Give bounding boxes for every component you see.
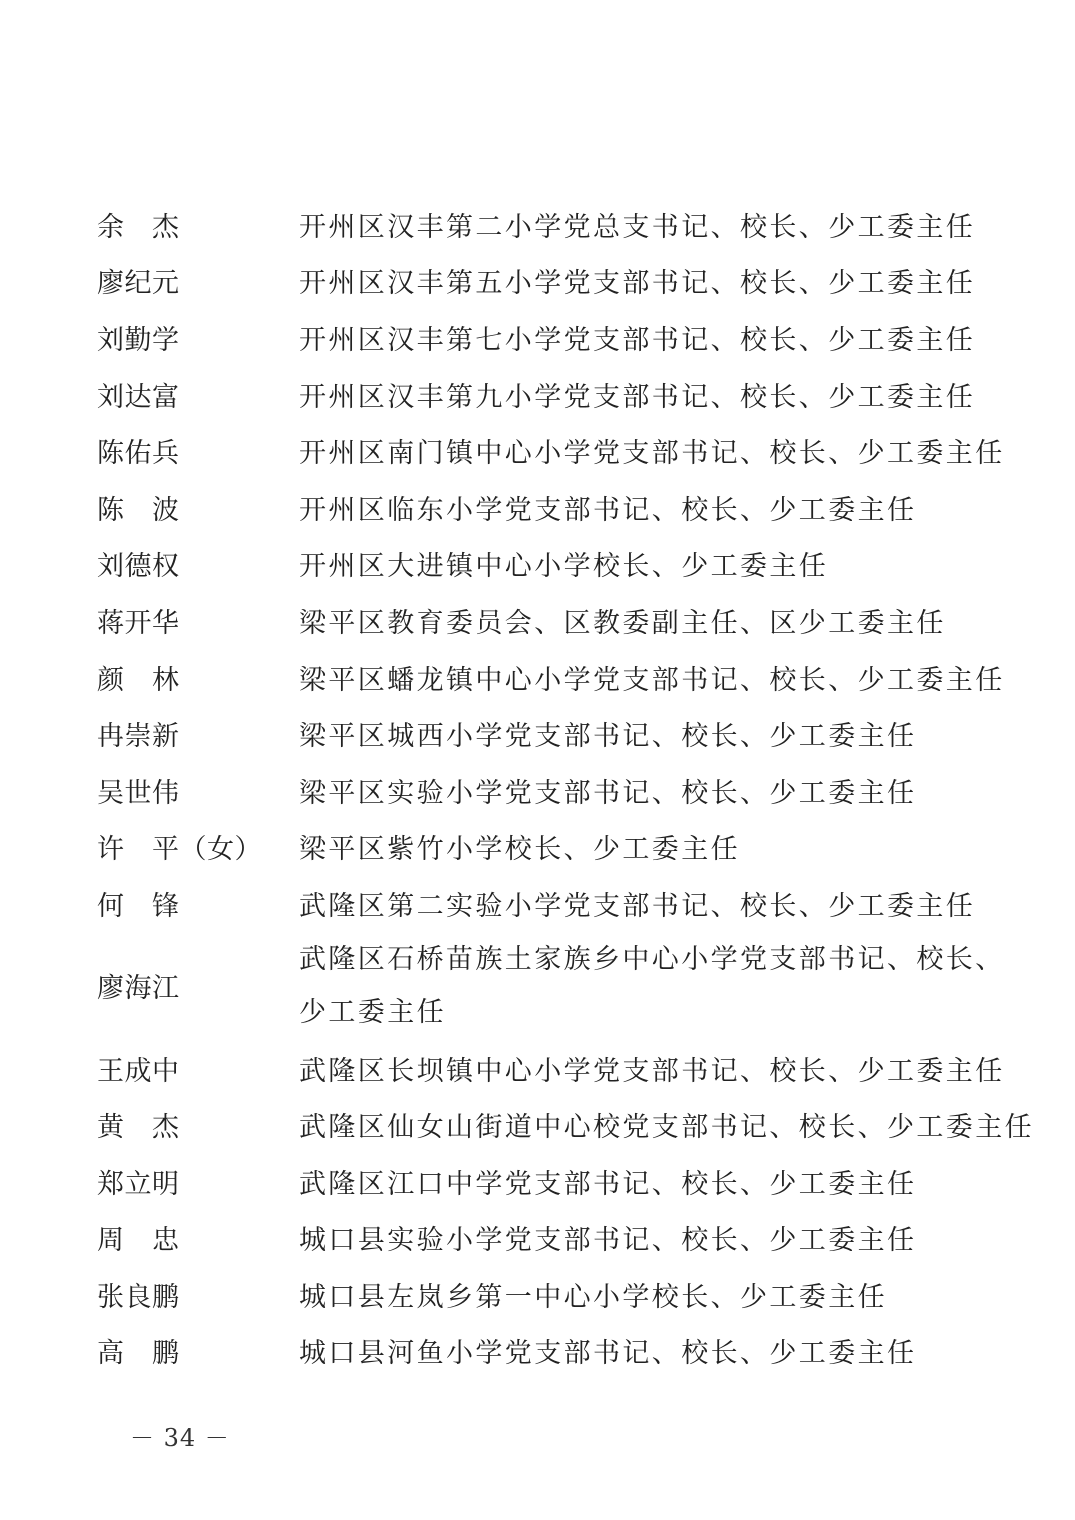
person-name: 郑立明 [97,1168,180,1200]
person-name: 王成中 [97,1055,180,1087]
list-item [97,479,997,536]
person-title: 梁平区城西小学党支部书记、校长、少工委主任 [299,721,917,753]
person-name: 廖纪元 [97,268,180,300]
list-item [97,1266,997,1323]
page-number: － 34 － [130,1424,230,1452]
person-name: 廖海江 [97,973,180,1005]
person-name: 刘勤学 [97,324,180,356]
person-name: 黄 杰 [97,1112,180,1144]
person-title: 开州区临东小学党支部书记、校长、少工委主任 [299,494,917,526]
list-item [97,1096,1034,1153]
list-item [97,932,1005,1040]
list-item [97,1323,997,1380]
person-name: 陈 波 [97,494,180,526]
person-name: 刘达富 [97,381,180,413]
person-name: 冉崇新 [97,721,180,753]
list-item [97,819,997,876]
person-title [299,933,1005,1039]
list-item [97,309,997,366]
person-name: 刘德权 [97,551,180,583]
person-title-line: 少工委主任 [299,996,446,1028]
list-item [97,705,997,762]
person-name: 许 平（女） [97,834,262,866]
person-title: 开州区南门镇中心小学党支部书记、校长、少工委主任 [299,438,1005,470]
list-item [97,649,1005,706]
person-title: 梁平区蟠龙镇中心小学党支部书记、校长、少工委主任 [299,664,1005,696]
person-name: 余 杰 [97,211,180,243]
person-title: 开州区汉丰第二小学党总支书记、校长、少工委主任 [299,211,976,243]
list-item [97,1040,1005,1097]
person-name: 周 忠 [97,1225,180,1257]
list-item [97,875,997,932]
person-title: 开州区大进镇中心小学校长、少工委主任 [299,551,829,583]
list-item [97,366,997,423]
person-title: 梁平区紫竹小学校长、少工委主任 [299,834,740,866]
person-title: 武隆区江口中学党支部书记、校长、少工委主任 [299,1168,917,1200]
person-title: 武隆区第二实验小学党支部书记、校长、少工委主任 [299,890,976,922]
list-item [97,253,997,310]
person-name: 吴世伟 [97,777,180,809]
person-title: 城口县河鱼小学党支部书记、校长、少工委主任 [299,1338,917,1370]
person-name: 张良鹏 [97,1281,180,1313]
person-title: 城口县实验小学党支部书记、校长、少工委主任 [299,1225,917,1257]
person-name: 颜 林 [97,664,180,696]
person-title: 城口县左岚乡第一中心小学校长、少工委主任 [299,1281,887,1313]
person-name: 陈佑兵 [97,438,180,470]
person-title: 武隆区仙女山街道中心校党支部书记、校长、少工委主任 [299,1112,1034,1144]
list-item [97,1210,997,1267]
person-name: 何 锋 [97,890,180,922]
list-item [97,1153,997,1210]
person-name: 蒋开华 [97,607,180,639]
list-item [97,592,997,649]
list-item [97,536,997,593]
list-item [97,422,1005,479]
person-title: 开州区汉丰第七小学党支部书记、校长、少工委主任 [299,324,976,356]
name-list [97,196,1034,1379]
person-title: 梁平区实验小学党支部书记、校长、少工委主任 [299,777,917,809]
list-item [97,196,997,253]
list-item [97,762,997,819]
person-title: 开州区汉丰第九小学党支部书记、校长、少工委主任 [299,381,976,413]
person-title: 梁平区教育委员会、区教委副主任、区少工委主任 [299,607,946,639]
person-title-line: 武隆区石桥苗族土家族乡中心小学党支部书记、校长、 [299,943,1005,975]
person-name: 高 鹏 [97,1338,180,1370]
person-title: 开州区汉丰第五小学党支部书记、校长、少工委主任 [299,268,976,300]
person-title: 武隆区长坝镇中心小学党支部书记、校长、少工委主任 [299,1055,1005,1087]
